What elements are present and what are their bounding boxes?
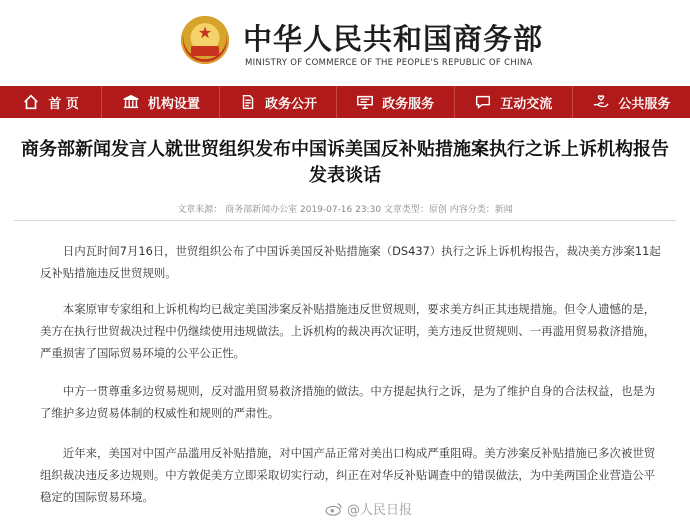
site-header xyxy=(0,0,690,86)
chat-icon xyxy=(474,93,492,111)
building-icon xyxy=(122,93,140,111)
nav-item-gov-affairs[interactable] xyxy=(220,86,336,118)
site-title[interactable]: 中华人民共和国商务部 xyxy=(243,22,544,56)
divider xyxy=(14,220,676,221)
nav-label: 互动交流 xyxy=(500,96,553,112)
article-paragraph: 本案原审专家组和上诉机构均已裁定美国涉案反补贴措施违反世贸规则，要求美方纠正其违规措施。但令人遗憾的是，美方在执行世贸裁决过程中仍继续使用违规做法。上诉机构的裁决再次证明，美方违反世贸规则、一再滥用贸易救济措施，严重损害了国际贸易环境的公平公正性。 xyxy=(40,302,656,360)
hand-icon xyxy=(592,93,610,111)
home-icon xyxy=(22,93,40,111)
article-paragraph: 近年来，美国对中国产品滥用反补贴措施，对中国产品正常对美出口构成严重阻碍。美方涉案反补贴措施已多次被世贸组织裁决违反多边规则。中方敦促美方立即采取切实行动，纠正在对华反补贴调查中的错误做法，为中美两国企业营造公平稳定的国际贸易环境。 xyxy=(40,446,656,504)
main-nav xyxy=(0,86,690,118)
nav-item-home[interactable] xyxy=(0,86,102,118)
watermark-text: @人民日报 xyxy=(346,503,412,518)
nav-item-public-services[interactable] xyxy=(573,86,690,118)
emblem-base xyxy=(191,46,219,56)
monitor-icon xyxy=(356,93,374,111)
nav-label: 政务服务 xyxy=(382,96,435,112)
nav-label: 机构设置 xyxy=(147,96,200,112)
national-emblem-logo[interactable] xyxy=(181,16,229,64)
nav-label: 政务公开 xyxy=(264,96,317,112)
star-icon: ★ xyxy=(197,23,213,42)
document-icon xyxy=(239,93,257,111)
article-paragraph: 中方一贯尊重多边贸易规则，反对滥用贸易救济措施的做法。中方提起执行之诉，是为了维护自身的合法权益，也是为了维护多边贸易体制的权威性和规则的严肃性。 xyxy=(40,384,656,420)
weibo-watermark xyxy=(325,499,412,518)
site-subtitle: MINISTRY OF COMMERCE OF THE PEOPLE'S REPUBLIC OF CHINA xyxy=(245,58,533,68)
nav-item-interaction[interactable] xyxy=(455,86,573,118)
article-meta: 文章来源： 商务部新闻办公室 2019-07-16 23:30 文章类型：原创 内容分类：新闻 xyxy=(177,205,513,215)
nav-label: 首 页 xyxy=(48,96,79,112)
article-headline: 商务部新闻发言人就世贸组织发布中国诉美国反补贴措施案执行之诉上诉机构报告发表谈话 xyxy=(21,139,669,186)
nav-item-gov-services[interactable] xyxy=(337,86,455,118)
nav-item-organization[interactable] xyxy=(102,86,220,118)
weibo-icon xyxy=(325,502,343,516)
nav-label: 公共服务 xyxy=(618,96,671,112)
article-paragraph: 日内瓦时间7月16日，世贸组织公布了中国诉美国反补贴措施案（DS437）执行之诉上诉机构报告，裁决美方涉案11起反补贴措施违反世贸规则。 xyxy=(40,244,661,280)
